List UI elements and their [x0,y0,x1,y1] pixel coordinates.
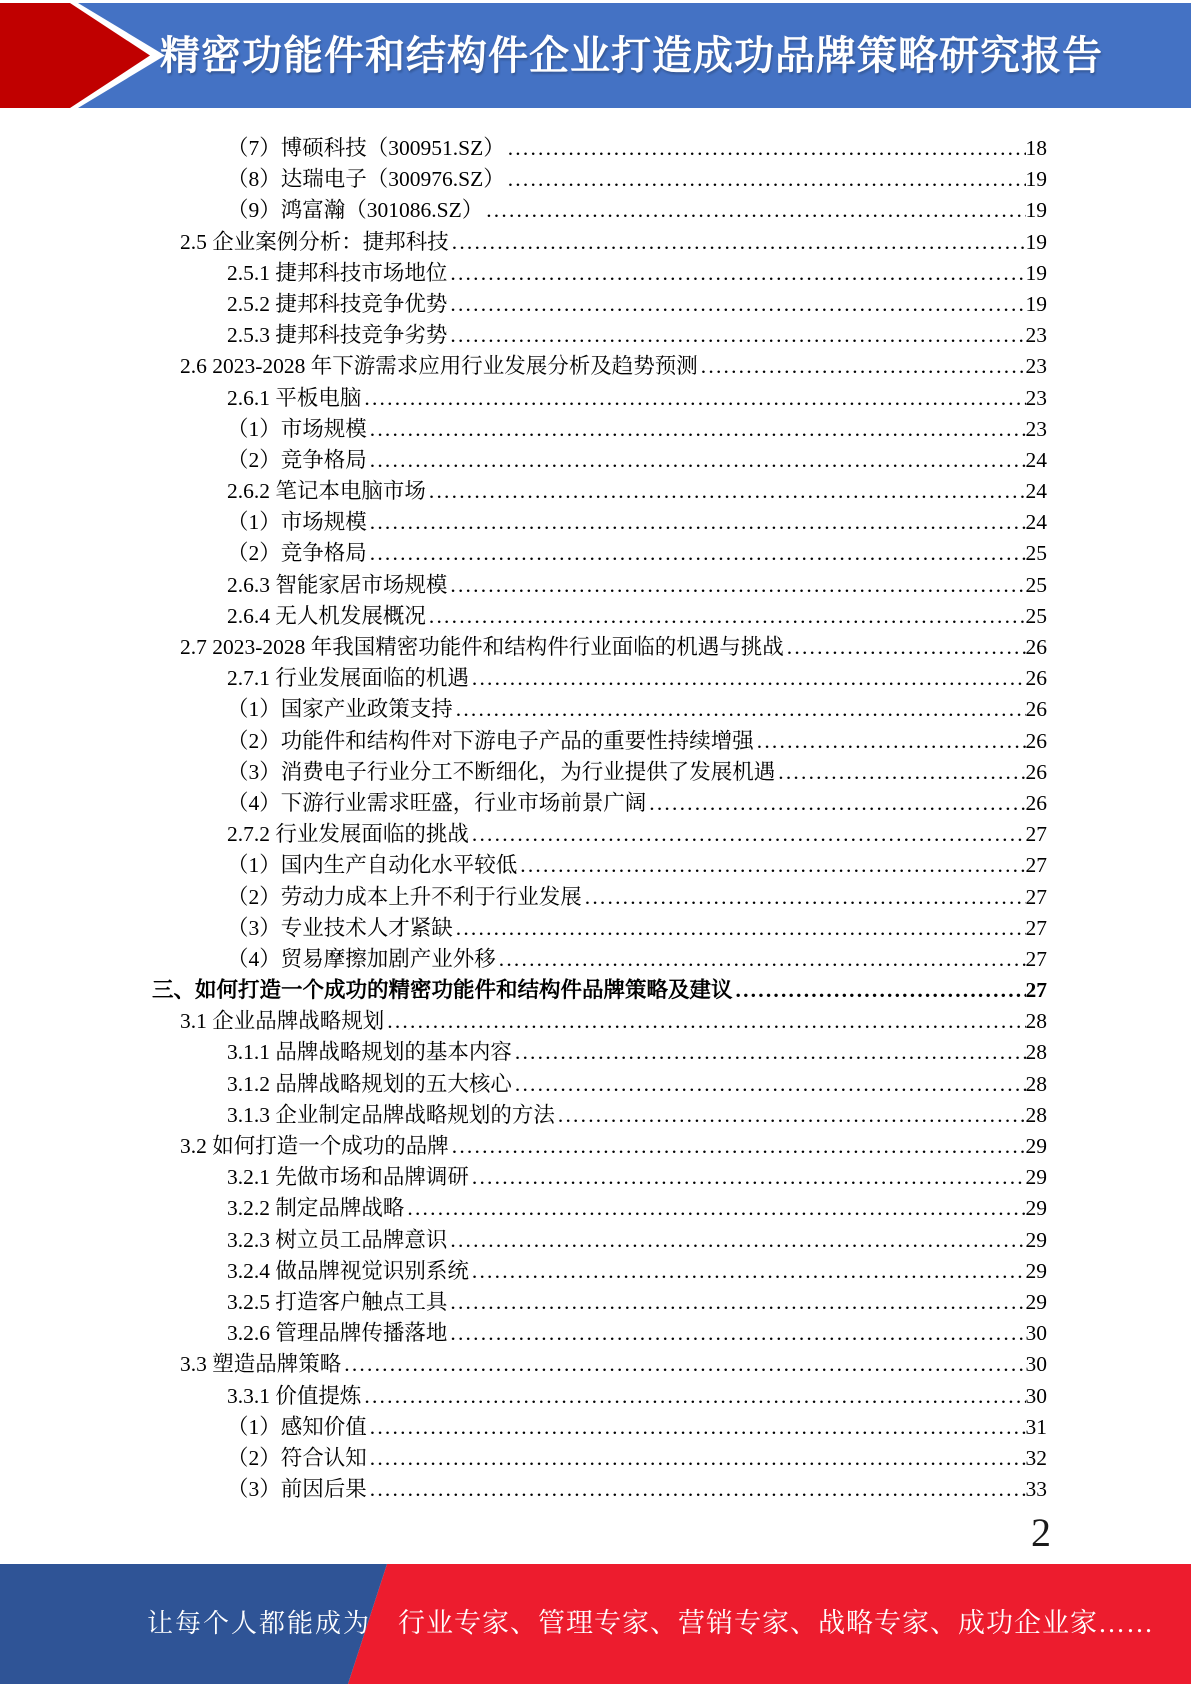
toc-entry-label: 三、如何打造一个成功的精密功能件和结构件品牌策略及建议 [152,978,733,1003]
toc-entry-label: （4）下游行业需求旺盛，行业市场前景广阔 [227,790,647,815]
toc-entry-label: 3.3.1 价值提炼 [227,1383,362,1408]
toc-entry[interactable] [150,570,1047,601]
toc-entry-label: （2）功能件和结构件对下游电子产品的重要性持续增强 [227,728,754,753]
toc-dot-leader [778,757,1025,788]
toc-entry[interactable] [150,632,1047,663]
toc-entry-label: 2.7.2 行业发展面临的挑战 [227,822,469,847]
toc-entry-label: 2.5.2 捷邦科技竞争优势 [227,291,448,316]
toc-dot-leader [787,632,1026,663]
toc-entry[interactable] [150,1006,1047,1037]
toc-entry-page: 19 [1025,229,1047,254]
toc-entry[interactable] [150,507,1047,538]
toc-entry[interactable] [150,850,1047,881]
toc-dot-leader [450,1318,1025,1349]
toc-entry-label: 3.2.3 树立员工品牌意识 [227,1227,448,1252]
toc-dot-leader [499,944,1026,975]
toc-dot-leader [364,383,1025,414]
toc-entry-page: 28 [1025,1040,1047,1065]
toc-entry-label: （2）符合认知 [227,1445,367,1470]
toc-dot-leader [757,726,1026,757]
toc-entry-label: 2.6.1 平板电脑 [227,385,362,410]
toc-dot-leader [456,913,1026,944]
toc-entry-label: （4）贸易摩擦加剧产业外移 [227,946,496,971]
toc-dot-leader [450,289,1025,320]
toc-entry-page: 18 [1025,136,1047,160]
footer-slogan-right: 行业专家、管理专家、营销专家、战略专家、成功企业家…… [398,1608,1154,1638]
toc-entry-label: （3）消费电子行业分工不断细化，为行业提供了发展机遇 [227,759,776,784]
toc-dot-leader [370,538,1026,569]
toc-entry-label: 3.2.2 制定品牌战略 [227,1196,405,1221]
toc-entry-label: 2.6.4 无人机发展概况 [227,603,426,628]
toc-entry-label: （8）达瑞电子（300976.SZ） [227,167,505,192]
toc-dot-leader [456,694,1026,725]
toc-entry-label: 2.5.3 捷邦科技竞争劣势 [227,323,448,348]
toc-entry-label: （9）鸿富瀚（301086.SZ） [227,198,484,223]
toc-dot-leader [450,570,1025,601]
toc-dot-leader [736,975,1026,1006]
toc-entry-label: 3.1.1 品牌战略规划的基本内容 [227,1040,512,1065]
toc-entry-page: 29 [1025,1196,1047,1221]
toc-entry-page: 29 [1025,1258,1047,1283]
toc-entry[interactable] [150,227,1047,258]
toc-entry-page: 24 [1025,479,1047,504]
toc-entry-page: 27 [1025,822,1047,847]
toc-entry-label: 2.5 企业案例分析：捷邦科技 [180,229,449,254]
toc-dot-leader [472,663,1026,694]
toc-entry-label: 2.7 2023-2028 年我国精密功能件和结构件行业面临的机遇与挑战 [180,635,784,659]
toc-entry-label: （1）感知价值 [227,1414,367,1439]
toc-entry[interactable] [150,320,1047,351]
toc-entry-page: 30 [1025,1321,1047,1346]
toc-dot-leader [370,507,1026,538]
toc-entry-page: 27 [1025,853,1047,878]
toc-entry-label: （2）竞争格局 [227,541,367,566]
toc-entry-page: 28 [1025,1009,1047,1034]
toc-dot-leader [486,195,1025,226]
toc-entry-page: 23 [1025,385,1047,410]
toc-entry[interactable] [150,414,1047,445]
toc-entry-label: （2）竞争格局 [227,447,367,472]
toc-dot-leader [452,227,1026,258]
toc-dot-leader [585,882,1026,913]
toc-entry-page: 27 [1025,915,1047,940]
toc-entry[interactable] [150,882,1047,913]
toc-entry-label: （2）劳动力成本上升不利于行业发展 [227,884,582,909]
toc-entry-label: （1）国家产业政策支持 [227,697,453,722]
toc-entry-page: 27 [1025,946,1047,971]
toc-dot-leader [520,850,1025,881]
toc-entry[interactable] [150,694,1047,725]
toc-entry[interactable] [150,1193,1047,1224]
toc-entry[interactable] [150,445,1047,476]
toc-dot-leader [344,1349,1025,1380]
toc-dot-leader [370,1443,1026,1474]
toc-entry-page: 31 [1025,1414,1047,1439]
toc-dot-leader [450,1225,1025,1256]
toc-dot-leader [387,1006,1025,1037]
toc-entry-page: 23 [1025,323,1047,348]
toc-entry-label: 3.2.5 打造客户触点工具 [227,1289,448,1314]
toc-entry-page: 30 [1025,1383,1047,1408]
toc-dot-leader [472,819,1026,850]
toc-entry[interactable] [150,1287,1047,1318]
toc-entry[interactable] [150,1349,1047,1380]
toc-dot-leader [364,1381,1025,1412]
toc-entry-label: （1）市场规模 [227,416,367,441]
toc-entry-label: （1）国内生产自动化水平较低 [227,853,518,878]
toc-entry[interactable] [150,1412,1047,1443]
toc-entry-page: 29 [1025,1165,1047,1190]
toc-entry[interactable] [150,1318,1047,1349]
toc-entry-label: 3.3 塑造品牌策略 [180,1352,342,1377]
footer-banner [0,1564,1191,1684]
toc-entry[interactable] [150,195,1047,226]
toc-entry[interactable] [150,258,1047,289]
toc-entry-page: 19 [1025,198,1047,223]
toc-entry[interactable] [150,1256,1047,1287]
toc-dot-leader [508,164,1026,195]
toc-entry-page: 25 [1025,603,1047,628]
toc-dot-leader [701,351,1026,382]
toc-dot-leader [515,1069,1026,1100]
toc-dot-leader [370,445,1026,476]
toc-entry[interactable] [150,726,1047,757]
toc-entry-page: 26 [1025,728,1047,753]
toc-entry[interactable] [150,1474,1047,1505]
toc-dot-leader [450,320,1025,351]
toc-entry[interactable] [150,133,1047,164]
toc-entry-page: 28 [1025,1102,1047,1127]
toc-dot-leader [407,1193,1025,1224]
toc-entry[interactable] [150,383,1047,414]
toc-entry-page: 33 [1025,1477,1047,1502]
toc-entry[interactable] [150,1443,1047,1474]
toc-dot-leader [515,1037,1026,1068]
toc-entry-page: 26 [1025,697,1047,722]
toc-entry-page: 24 [1025,510,1047,535]
toc-entry[interactable] [150,663,1047,694]
toc-entry[interactable] [150,1069,1047,1100]
table-of-contents [150,133,1047,1505]
toc-dot-leader [429,601,1026,632]
toc-entry-page: 29 [1025,1227,1047,1252]
toc-entry-page: 26 [1025,635,1047,659]
toc-entry-label: 2.6 2023-2028 年下游需求应用行业发展分析及趋势预测 [180,354,698,379]
toc-dot-leader [472,1162,1026,1193]
toc-entry-label: 3.2.6 管理品牌传播落地 [227,1321,448,1346]
page-number: 2 [1031,1510,1051,1555]
toc-entry-page: 26 [1025,790,1047,815]
toc-entry-label: 3.2.1 先做市场和品牌调研 [227,1165,469,1190]
toc-entry-label: 3.1.3 企业制定品牌战略规划的方法 [227,1102,555,1127]
toc-entry-page: 26 [1025,666,1047,691]
toc-entry-label: 2.6.2 笔记本电脑市场 [227,479,426,504]
footer-slogan-left: 让每个人都能成为 [147,1609,372,1638]
toc-entry-label: 3.2.4 做品牌视觉识别系统 [227,1258,469,1283]
toc-entry-page: 19 [1025,260,1047,285]
toc-entry-label: 3.2 如何打造一个成功的品牌 [180,1134,449,1158]
toc-entry[interactable] [150,351,1047,382]
toc-entry[interactable] [150,1131,1047,1162]
toc-entry-label: （7）博硕科技（300951.SZ） [227,136,505,160]
header-banner [0,3,1191,108]
toc-entry-page: 29 [1025,1289,1047,1314]
toc-dot-leader [452,1131,1026,1162]
toc-entry-page: 23 [1025,354,1047,379]
toc-entry-label: 2.7.1 行业发展面临的机遇 [227,666,469,691]
toc-entry[interactable] [150,757,1047,788]
toc-dot-leader [649,788,1025,819]
toc-entry-page: 26 [1025,759,1047,784]
toc-entry[interactable] [150,476,1047,507]
toc-dot-leader [370,1412,1026,1443]
toc-entry[interactable] [150,944,1047,975]
toc-entry-page: 19 [1025,167,1047,192]
toc-dot-leader [472,1256,1026,1287]
toc-entry[interactable] [150,538,1047,569]
toc-entry-label: （3）专业技术人才紧缺 [227,915,453,940]
toc-entry-label: 2.6.3 智能家居市场规模 [227,572,448,597]
toc-entry-page: 25 [1025,572,1047,597]
toc-entry[interactable] [150,819,1047,850]
red-arrow-icon [0,3,175,108]
toc-entry-label: （3）前因后果 [227,1477,367,1502]
toc-entry-page: 27 [1025,884,1047,909]
toc-entry[interactable] [150,289,1047,320]
toc-entry-page: 19 [1025,291,1047,316]
toc-entry[interactable] [150,1225,1047,1256]
toc-entry-page: 28 [1025,1071,1047,1096]
toc-entry-page: 27 [1025,978,1047,1003]
toc-entry[interactable] [150,913,1047,944]
toc-dot-leader [508,133,1026,164]
report-title: 精密功能件和结构件企业打造成功品牌策略研究报告 [160,34,1103,78]
toc-entry-label: （1）市场规模 [227,510,367,535]
toc-entry-page: 23 [1025,416,1047,441]
toc-dot-leader [370,1474,1026,1505]
toc-entry[interactable] [150,601,1047,632]
toc-dot-leader [450,1287,1025,1318]
toc-entry-page: 24 [1025,447,1047,472]
toc-entry[interactable] [150,975,1047,1006]
toc-entry-page: 30 [1025,1352,1047,1377]
toc-entry[interactable] [150,1100,1047,1131]
toc-entry[interactable] [150,1037,1047,1068]
toc-entry-page: 32 [1025,1445,1047,1470]
toc-entry[interactable] [150,1381,1047,1412]
toc-entry[interactable] [150,164,1047,195]
toc-entry-page: 25 [1025,541,1047,566]
toc-entry[interactable] [150,1162,1047,1193]
toc-dot-leader [370,414,1026,445]
toc-dot-leader [429,476,1026,507]
toc-entry-label: 3.1.2 品牌战略规划的五大核心 [227,1071,512,1096]
toc-entry-label: 3.1 企业品牌战略规划 [180,1009,385,1034]
toc-dot-leader [450,258,1025,289]
toc-entry-label: 2.5.1 捷邦科技市场地位 [227,260,448,285]
toc-entry-page: 29 [1025,1134,1047,1158]
toc-dot-leader [558,1100,1026,1131]
toc-entry[interactable] [150,788,1047,819]
